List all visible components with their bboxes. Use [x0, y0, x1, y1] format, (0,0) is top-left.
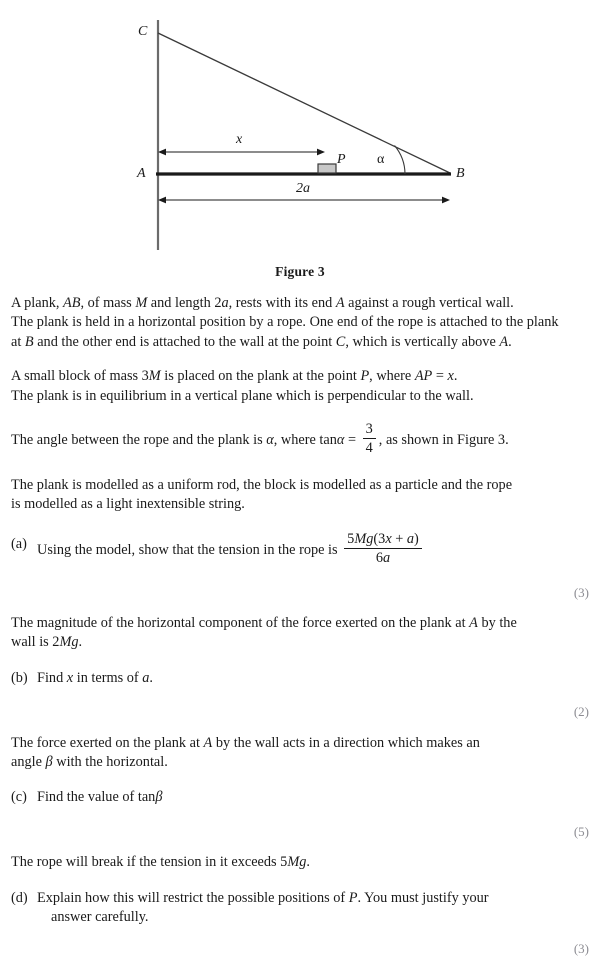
part-d-line-2: answer carefully.: [51, 909, 149, 926]
num-5: 5: [347, 530, 355, 547]
num-a: a: [406, 530, 415, 547]
d-intro-text-1a: The rope will break if the tension in it exceeds 5: [11, 854, 288, 871]
block-text-mass-m: M: [148, 368, 161, 385]
part-d-tag: (d): [11, 889, 28, 906]
angle-text-equals: =: [344, 432, 360, 449]
paragraph-block: [11, 367, 589, 406]
den-6: 6: [375, 550, 383, 567]
block-text-1b: is placed on the plank at the point: [160, 368, 361, 385]
intro-text-1b: , of mass: [80, 295, 136, 311]
intro-text-ab: AB: [63, 295, 81, 311]
part-a: [11, 530, 589, 569]
d-intro-line-1: [11, 853, 589, 872]
intro-text-end-a: A: [335, 295, 345, 311]
part-d-text-1a: Explain how this will restrict the possible positions of: [37, 889, 349, 906]
x-dimension-arrowhead-right: [317, 149, 325, 156]
part-a-marks: (3): [573, 584, 589, 600]
intro-text-1e: against a rough vertical wall.: [344, 295, 514, 311]
part-b-text-post: .: [149, 669, 153, 686]
model-line-2: is modelled as a light inextensible string.: [11, 496, 245, 513]
d-intro-text-1b: .: [306, 854, 310, 871]
intro-text-mass-m: M: [135, 295, 148, 311]
block-text-1c: , where: [369, 368, 415, 385]
intro-text-3b: and the other end is attached to the wall at the point: [33, 333, 336, 350]
c-intro-text-1a: The force exerted on the plank at: [11, 734, 204, 751]
label-point-b: B: [456, 166, 465, 181]
intro-text-length-a: a: [221, 295, 229, 311]
c-intro-text-2a: angle: [11, 754, 46, 771]
fraction-tension: [344, 531, 422, 567]
num-open-3: (3: [373, 530, 386, 547]
block-text-x: x: [447, 368, 454, 385]
intro-text-3c: , which is vertically above: [345, 333, 500, 350]
fraction-denominator: 4: [365, 440, 373, 457]
fraction-tension-numerator: [344, 531, 422, 549]
part-d-line-1: [37, 889, 589, 908]
b-intro-line-1: [11, 614, 589, 633]
intro-text-1a: A plank,: [11, 295, 64, 311]
intro-text-point-c: C: [335, 333, 346, 350]
b-intro-text-1b: by the: [477, 615, 517, 631]
fraction-tan-alpha: [363, 421, 376, 457]
length-dimension-arrowhead-right: [442, 197, 450, 204]
c-intro-line-2: [11, 753, 589, 772]
figure-caption: Figure 3: [275, 264, 325, 279]
paragraph-c-intro: [11, 734, 589, 773]
part-a-text-pre: Using the model, show that the tension in the rope is: [37, 541, 342, 558]
intro-text-3d: .: [508, 333, 512, 350]
paragraph-d-intro: [11, 853, 589, 872]
intro-text-point-a: A: [499, 333, 509, 350]
part-c-marks: (5): [573, 823, 589, 839]
block-text-1e: .: [453, 368, 458, 385]
part-a-text: [37, 530, 425, 567]
d-intro-mg: Mg: [287, 854, 307, 871]
part-c-beta: β: [155, 789, 163, 806]
part-b: [11, 669, 589, 688]
block-text-1d: =: [432, 368, 448, 385]
angle-symbol-alpha-2: α: [336, 432, 345, 449]
paragraph-intro: [11, 294, 589, 352]
figure-svg-canvas: [0, 0, 600, 252]
part-b-x: x: [66, 669, 74, 686]
part-c-tag: (c): [11, 789, 27, 806]
block-text-1a: A small block of mass 3: [11, 368, 149, 385]
intro-text-3a: at: [11, 333, 25, 350]
label-dimension-x: x: [236, 132, 243, 147]
part-b-marks: (2): [573, 704, 589, 720]
c-intro-text-1b: by the wall acts in a direction which makes an: [212, 734, 480, 751]
num-x: x: [385, 530, 392, 547]
label-point-p: P: [337, 152, 346, 167]
intro-line-1: [11, 294, 589, 313]
label-point-c: C: [138, 24, 148, 39]
b-intro-text-2b: .: [78, 634, 83, 651]
x-dimension-arrowhead-left: [158, 149, 166, 156]
b-intro-text-2a: wall is 2: [11, 634, 60, 651]
part-b-text: [37, 670, 153, 686]
block-text-point-p: P: [360, 368, 370, 385]
angle-alpha-arc: [395, 146, 406, 175]
intro-text-1d: , rests with its end: [228, 295, 336, 311]
part-c-text: [37, 789, 162, 805]
part-b-text-pre: Find: [37, 669, 67, 686]
angle-text-mid: , where tan: [273, 432, 337, 449]
b-intro-text-1a: The magnitude of the horizontal component of the force exerted on the plank at: [11, 615, 470, 631]
angle-text-pre: The angle between the rope and the plank is: [11, 432, 267, 449]
intro-line-2: The plank is held in a horizontal position by a rope. One end of the rope is attached to the plank: [11, 314, 559, 331]
intro-text-point-b: B: [24, 333, 34, 350]
paragraph-b-intro: [11, 614, 589, 653]
figure-3-diagram: [0, 0, 600, 252]
c-intro-point-a: A: [203, 734, 213, 751]
paragraph-angle: [11, 420, 589, 459]
angle-symbol-alpha-1: α: [266, 432, 274, 449]
block-line-2: The plank is in equilibrium in a vertical plane which is perpendicular to the wall.: [11, 387, 474, 404]
num-close: ): [414, 530, 419, 547]
b-intro-point-a: A: [469, 615, 478, 631]
fraction-numerator: 3: [363, 421, 376, 439]
b-intro-mg: Mg: [59, 634, 79, 651]
c-intro-text-2b: with the horizontal.: [52, 754, 168, 771]
paragraph-model: [11, 476, 589, 515]
num-plus: +: [391, 530, 407, 547]
part-d: [11, 889, 589, 928]
angle-line: [11, 420, 509, 457]
part-d-marks: (3): [573, 941, 589, 957]
angle-text-post: , as shown in Figure 3.: [378, 432, 509, 449]
part-a-tag: (a): [11, 535, 27, 552]
part-c: [11, 788, 589, 807]
c-intro-beta: β: [45, 754, 53, 771]
model-line-1: The plank is modelled as a uniform rod, the block is modelled as a particle and the rope: [11, 476, 513, 493]
b-intro-line-2: [11, 633, 589, 652]
label-point-a: A: [137, 166, 146, 181]
intro-text-1c: and length 2: [147, 295, 222, 311]
part-c-text-pre: Find the value of tan: [37, 789, 156, 806]
num-mg: Mg: [354, 530, 374, 547]
label-dimension-2a: 2a: [296, 181, 310, 196]
block-at-p: [318, 164, 336, 173]
label-angle-alpha: α: [377, 152, 385, 167]
intro-line-3: [11, 333, 589, 352]
part-b-tag: (b): [11, 669, 28, 686]
part-d-point-p: P: [348, 889, 358, 906]
block-line-1: [11, 367, 589, 386]
part-b-text-mid: in terms of: [73, 669, 143, 686]
c-intro-line-1: [11, 734, 589, 753]
block-text-ap: AP: [414, 368, 433, 385]
part-d-text-1b: . You must justify your: [357, 889, 489, 906]
part-b-a: a: [142, 669, 150, 686]
den-a: a: [382, 550, 391, 567]
question-body: [11, 294, 589, 959]
length-dimension-arrowhead-left: [158, 197, 166, 204]
fraction-tension-denominator: [344, 549, 422, 566]
